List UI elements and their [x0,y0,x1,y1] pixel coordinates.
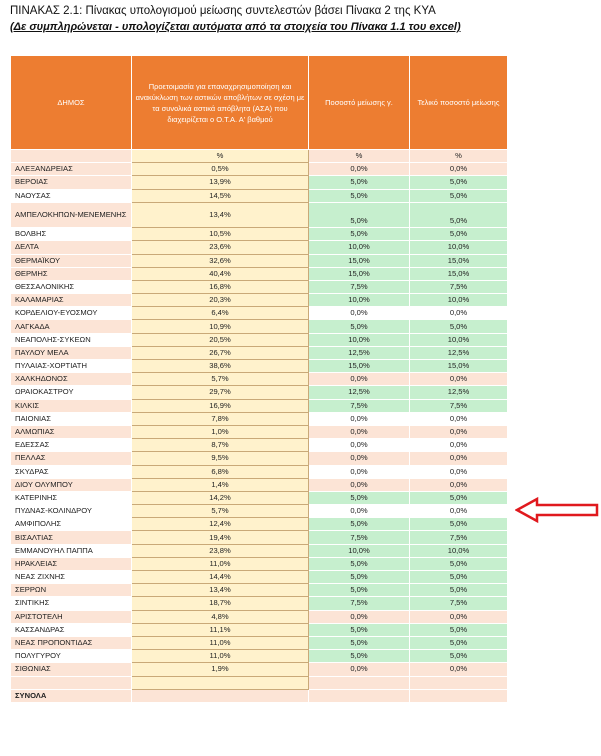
header-sorting: Προετοιμασία για επαναχρησιμοποίηση και ανακύκλωση των αστικών αποβλήτων σε σχέση με τα συνολικά αστικά απόβλητα (ΑΣΑ) που διαχειρίζεται ο Ο.Τ.Α. Α' βαθμού [132,56,309,150]
sorting-pct-cell: 6,4% [132,307,309,320]
table-row [11,425,508,438]
municipality-cell: ΠΕΛΛΑΣ [11,452,132,465]
municipality-cell: ΠΟΛΥΓΥΡΟΥ [11,650,132,663]
reduction-cell: 0,0% [309,478,410,491]
final-cell: 5,0% [410,189,508,202]
reduction-cell: 0,0% [309,412,410,425]
table-row [11,280,508,293]
total-reduction [309,689,410,702]
sorting-pct-cell: 29,7% [132,386,309,399]
reduction-cell: 5,0% [309,320,410,333]
municipality-cell: ΑΜΦΙΠΟΛΗΣ [11,518,132,531]
page-subtitle: (Δε συμπληρώνεται - υπολογίζεται αυτόματα από τα στοιχεία του Πίνακα 1.1 του excel) [10,21,461,33]
sorting-pct-cell: 11,0% [132,650,309,663]
municipality-cell: ΗΡΑΚΛΕΙΑΣ [11,557,132,570]
final-cell: 5,0% [410,584,508,597]
sorting-pct-cell: 1,0% [132,425,309,438]
reduction-cell: 7,5% [309,399,410,412]
reduction-cell: 5,0% [309,491,410,504]
table-row [11,163,508,176]
page-title: ΠΙΝΑΚΑΣ 2.1: Πίνακας υπολογισμού μείωσης συντελεστών βάσει Πίνακα 2 της ΚΥΑ [10,5,436,17]
table-row [11,346,508,359]
municipality-cell: ΑΛΜΩΠΙΑΣ [11,425,132,438]
sorting-pct-cell: 7,8% [132,412,309,425]
sorting-pct-cell: 11,0% [132,557,309,570]
reduction-cell: 5,0% [309,557,410,570]
sorting-pct-cell: 1,9% [132,663,309,676]
reduction-cell: 0,0% [309,373,410,386]
final-cell: 0,0% [410,663,508,676]
table-row [11,623,508,636]
municipality-cell: ΣΕΡΡΩΝ [11,584,132,597]
municipality-cell: ΠΥΛΑΙΑΣ-ΧΟΡΤΙΑΤΗ [11,360,132,373]
table-row [11,544,508,557]
sorting-pct-cell: 13,9% [132,176,309,189]
reduction-cell: 0,0% [309,307,410,320]
reduction-cell: 5,0% [309,636,410,649]
reduction-cell: 15,0% [309,254,410,267]
table-row [11,294,508,307]
sorting-pct-cell: 6,8% [132,465,309,478]
final-cell: 5,0% [410,571,508,584]
municipality-cell: ΚΑΤΕΡΙΝΗΣ [11,491,132,504]
table-row [11,320,508,333]
sorting-pct-cell: 16,9% [132,399,309,412]
final-cell: 0,0% [410,478,508,491]
sorting-pct-cell: 0,5% [132,163,309,176]
municipality-cell: ΧΑΛΚΗΔΟΝΟΣ [11,373,132,386]
final-cell: 0,0% [410,505,508,518]
table-row [11,307,508,320]
table-row [11,373,508,386]
sorting-pct-cell: 5,7% [132,373,309,386]
reduction-cell: 10,0% [309,333,410,346]
table-row [11,189,508,202]
final-cell: 0,0% [410,439,508,452]
table-row [11,676,508,689]
final-cell: 15,0% [410,360,508,373]
reduction-cell: 5,0% [309,650,410,663]
table-row [11,597,508,610]
reduction-cell: 5,0% [309,584,410,597]
municipality-cell: ΛΑΓΚΑΔΑ [11,320,132,333]
reduction-cell: 5,0% [309,228,410,241]
reduction-cell: 12,5% [309,346,410,359]
table-row [11,505,508,518]
reduction-cell: 5,0% [309,571,410,584]
reduction-cell: 0,0% [309,505,410,518]
final-cell: 5,0% [410,228,508,241]
sorting-pct-cell: 10,9% [132,320,309,333]
reduction-cell: 7,5% [309,597,410,610]
header-reduction: Ποσοστό μείωσης γ. [309,56,410,150]
table-row [11,399,508,412]
sorting-pct-cell: 1,4% [132,478,309,491]
table-row [11,176,508,189]
sorting-pct-cell: 5,7% [132,505,309,518]
table-row [11,228,508,241]
final-cell: 7,5% [410,531,508,544]
municipality-cell: ΚΑΛΑΜΑΡΙΑΣ [11,294,132,307]
municipality-cell: ΚΟΡΔΕΛΙΟΥ-ΕΥΟΣΜΟΥ [11,307,132,320]
municipality-cell: ΘΕΡΜΗΣ [11,267,132,280]
final-cell: 15,0% [410,267,508,280]
municipality-cell: ΒΙΣΑΛΤΙΑΣ [11,531,132,544]
reduction-cell: 5,0% [309,189,410,202]
reduction-cell: 15,0% [309,267,410,280]
final-cell: 0,0% [410,307,508,320]
table-row [11,412,508,425]
units-reduction: % [309,150,410,163]
reduction-cell: 5,0% [309,202,410,227]
sorting-pct-cell: 14,4% [132,571,309,584]
final-cell: 10,0% [410,544,508,557]
municipality-cell: ΑΡΙΣΤΟΤΕΛΗ [11,610,132,623]
reduction-cell: 7,5% [309,280,410,293]
table-row [11,557,508,570]
final-cell [410,676,508,689]
table-row [11,571,508,584]
sorting-pct-cell: 11,1% [132,623,309,636]
left-arrow-icon [515,496,599,524]
final-cell: 0,0% [410,452,508,465]
final-cell: 0,0% [410,373,508,386]
sorting-pct-cell: 38,6% [132,360,309,373]
final-cell: 5,0% [410,623,508,636]
municipality-cell: ΚΑΣΣΑΝΔΡΑΣ [11,623,132,636]
sorting-pct-cell: 20,5% [132,333,309,346]
final-cell: 12,5% [410,346,508,359]
municipality-cell: ΩΡΑΙΟΚΑΣΤΡΟΥ [11,386,132,399]
reduction-cell: 0,0% [309,452,410,465]
sorting-pct-cell: 20,3% [132,294,309,307]
final-cell: 10,0% [410,294,508,307]
final-cell: 10,0% [410,333,508,346]
sorting-pct-cell: 18,7% [132,597,309,610]
municipality-cell: ΕΜΜΑΝΟΥΗΛ ΠΑΠΠΑ [11,544,132,557]
reduction-cell: 10,0% [309,241,410,254]
municipality-cell: ΠΑΙΟΝΙΑΣ [11,412,132,425]
header-final: Τελικό ποσοστό μείωσης [410,56,508,150]
table-row [11,465,508,478]
municipality-cell: ΘΕΡΜΑΪΚΟΥ [11,254,132,267]
reduction-cell: 15,0% [309,360,410,373]
reduction-cell: 0,0% [309,439,410,452]
total-sorting [132,689,309,702]
reduction-cell: 10,0% [309,544,410,557]
table-row [11,267,508,280]
municipality-cell: ΕΔΕΣΣΑΣ [11,439,132,452]
reduction-cell: 0,0% [309,425,410,438]
municipality-cell: ΑΛΕΞΑΝΔΡΕΙΑΣ [11,163,132,176]
reduction-cell: 5,0% [309,518,410,531]
sorting-pct-cell: 8,7% [132,439,309,452]
final-cell: 5,0% [410,176,508,189]
reduction-cell: 5,0% [309,623,410,636]
final-cell: 12,5% [410,386,508,399]
header-municipality: ΔΗΜΟΣ [11,56,132,150]
sorting-pct-cell: 14,5% [132,189,309,202]
sorting-pct-cell: 13,4% [132,202,309,227]
final-cell: 10,0% [410,241,508,254]
sorting-pct-cell: 16,8% [132,280,309,293]
reduction-cell: 0,0% [309,663,410,676]
units-row [11,150,508,163]
municipality-cell: ΝΕΑΣ ΠΡΟΠΟΝΤΙΔΑΣ [11,636,132,649]
total-row [11,689,508,702]
reduction-table [10,55,508,703]
final-cell: 0,0% [410,465,508,478]
final-cell: 15,0% [410,254,508,267]
units-empty [11,150,132,163]
table-row [11,386,508,399]
table-row [11,491,508,504]
reduction-cell: 0,0% [309,610,410,623]
sorting-pct-cell: 14,2% [132,491,309,504]
table-row [11,636,508,649]
municipality-cell: ΠΥΔΝΑΣ-ΚΟΛΙΝΔΡΟΥ [11,505,132,518]
final-cell: 5,0% [410,636,508,649]
sorting-pct-cell: 11,0% [132,636,309,649]
table-row [11,610,508,623]
municipality-cell: ΒΕΡΟΙΑΣ [11,176,132,189]
final-cell: 7,5% [410,399,508,412]
reduction-cell: 5,0% [309,176,410,189]
municipality-cell: ΣΙΘΩΝΙΑΣ [11,663,132,676]
sorting-pct-cell: 32,6% [132,254,309,267]
final-cell: 5,0% [410,557,508,570]
final-cell: 5,0% [410,491,508,504]
sorting-pct-cell [132,676,309,689]
municipality-cell: ΝΕΑΣ ΖΙΧΝΗΣ [11,571,132,584]
reduction-cell: 7,5% [309,531,410,544]
final-cell: 5,0% [410,650,508,663]
sorting-pct-cell: 4,8% [132,610,309,623]
table-row [11,478,508,491]
municipality-cell: ΚΙΛΚΙΣ [11,399,132,412]
reduction-cell [309,676,410,689]
municipality-cell: ΑΜΠΕΛΟΚΗΠΩΝ-ΜΕΝΕΜΕΝΗΣ [11,202,132,227]
table-row [11,663,508,676]
municipality-cell: ΔΙΟΥ ΟΛΥΜΠΟΥ [11,478,132,491]
final-cell: 7,5% [410,280,508,293]
reduction-cell: 10,0% [309,294,410,307]
table-row [11,518,508,531]
sorting-pct-cell: 12,4% [132,518,309,531]
sorting-pct-cell: 9,5% [132,452,309,465]
sorting-pct-cell: 40,4% [132,267,309,280]
final-cell: 5,0% [410,202,508,227]
municipality-cell: ΣΙΝΤΙΚΗΣ [11,597,132,610]
reduction-cell: 0,0% [309,163,410,176]
final-cell: 5,0% [410,320,508,333]
municipality-cell: ΘΕΣΣΑΛΟΝΙΚΗΣ [11,280,132,293]
municipality-cell: ΣΚΥΔΡΑΣ [11,465,132,478]
municipality-cell: ΔΕΛΤΑ [11,241,132,254]
final-cell: 7,5% [410,597,508,610]
total-label: ΣΥΝΟΛΑ [11,689,132,702]
final-cell: 0,0% [410,610,508,623]
table-row [11,531,508,544]
table-row [11,452,508,465]
final-cell: 0,0% [410,412,508,425]
table-body [11,150,508,690]
table-row [11,650,508,663]
table-row [11,439,508,452]
header-row [11,56,508,150]
units-final: % [410,150,508,163]
sorting-pct-cell: 23,8% [132,544,309,557]
units-sorting: % [132,150,309,163]
reduction-cell: 12,5% [309,386,410,399]
municipality-cell: ΠΑΥΛΟΥ ΜΕΛΑ [11,346,132,359]
table-row [11,584,508,597]
sorting-pct-cell: 19,4% [132,531,309,544]
municipality-cell: ΝΑΟΥΣΑΣ [11,189,132,202]
sorting-pct-cell: 13,4% [132,584,309,597]
municipality-cell: ΝΕΑΠΟΛΗΣ-ΣΥΚΕΩΝ [11,333,132,346]
sorting-pct-cell: 10,5% [132,228,309,241]
table-row [11,202,508,227]
total-final [410,689,508,702]
municipality-cell [11,676,132,689]
final-cell: 5,0% [410,518,508,531]
sorting-pct-cell: 26,7% [132,346,309,359]
municipality-cell: ΒΟΛΒΗΣ [11,228,132,241]
sorting-pct-cell: 23,6% [132,241,309,254]
table-row [11,241,508,254]
final-cell: 0,0% [410,425,508,438]
table-row [11,333,508,346]
reduction-cell: 0,0% [309,465,410,478]
table-row [11,360,508,373]
table-row [11,254,508,267]
final-cell: 0,0% [410,163,508,176]
